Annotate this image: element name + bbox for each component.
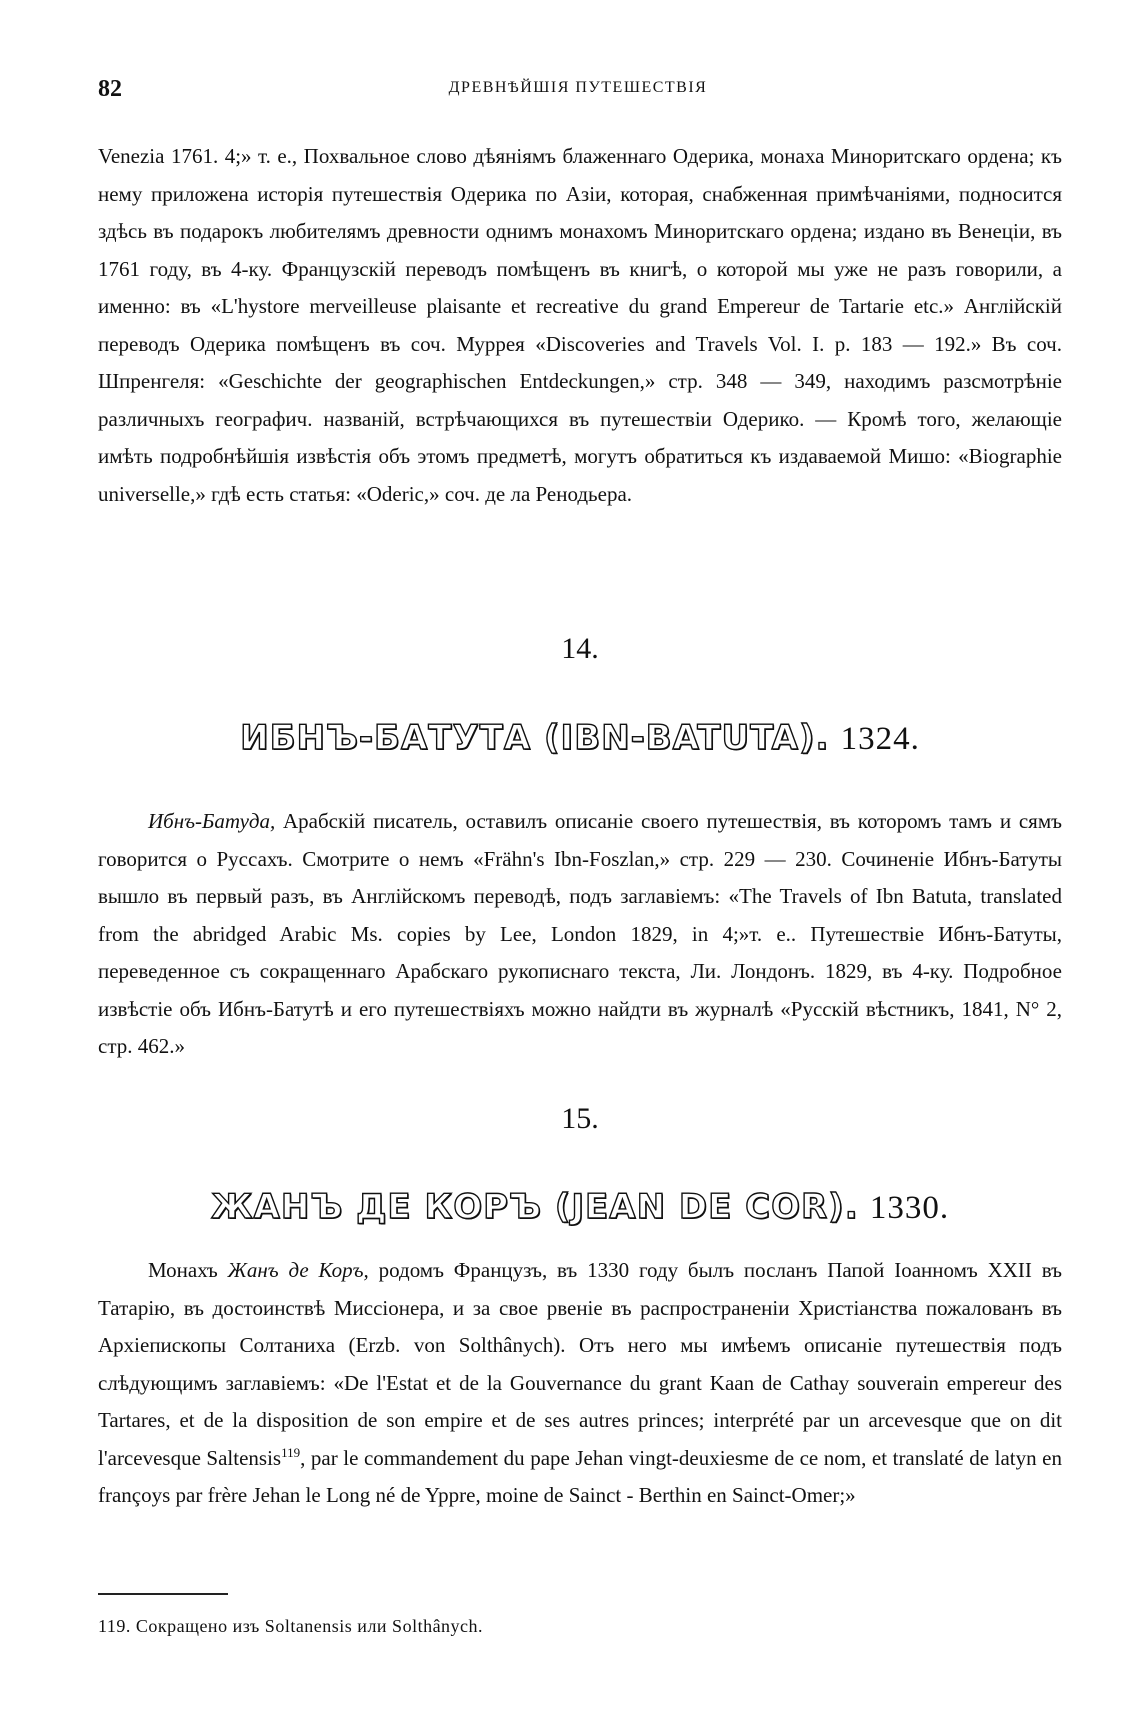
footnote-reference-119[interactable]: 119: [281, 1444, 301, 1460]
paragraph-ibn-batuta-body: Арабскій писатель, оставилъ описаніе своего путешествія, въ которомъ тамъ и сямъ говорится о Руссахъ. Смотрите о немъ «Frähn's Ibn-Foszlan,» стр. 229 — 230. Сочиненіе Ибнъ-Батуты вышло въ первый разъ, въ Англійскомъ переводѣ, подъ заглавіемъ: «The Travels of Ibn Batuta, translated from the abridged Arabic Ms. copies by Lee, London 1829, in 4;»т. е.. Путешествіе Ибнъ-Батуты, переведенное съ сокращеннаго Арабскаго рукописнаго текста, Ли. Лондонъ. 1829, въ 4-ку. Подробное извѣстіе объ Ибнъ-Батутѣ и его путешествіяхъ можно найдти въ журналѣ «Русскій вѣстникъ, 1841, N° 2, стр. 462.»: [98, 809, 1062, 1058]
page-number: 82: [98, 76, 122, 102]
section-heading-14: [98, 718, 1062, 758]
section-heading-15: [98, 1187, 1062, 1227]
lead-term-jean-de-cor: Жанъ де Коръ,: [227, 1258, 369, 1282]
paragraph-jean-de-cor-body-1: родомъ Французъ, въ 1330 году былъ посланъ Папой Іоанномъ XXII въ Татарію, въ достоинствѣ Миссіонера, и за свое рвеніе въ распространеніи Христіанства пожалованъ въ Архіепископы Солтаниха (Erzb. von Solthânych). Отъ него мы имѣемъ описаніе путешествія подъ слѣдующимъ заглавіемъ: «De l'Estat et de la Gouvernance du grant Kaan de Cathay souverain empereur des Tartares, et de la disposition de son empire et de ses autres princes; interprété par un arcevesque que on dit l'arcevesque Saltensis: [98, 1258, 1062, 1470]
section-heading-15-name: ЖАНЪ ДЕ КОРЪ (JEAN DE COR).: [210, 1187, 859, 1227]
running-head: [98, 76, 1058, 106]
section-heading-14-year: 1324.: [840, 721, 920, 757]
section-number-15: 15.: [561, 1102, 599, 1135]
footnote-119: [98, 1616, 1062, 1637]
section-number-14: 14.: [561, 632, 599, 665]
paragraph-odoric-continuation: Venezia 1761. 4;» т. е., Похвальное слово дѣяніямъ блаженнаго Одерика, монаха Миноритскаго ордена; къ нему приложена исторія путешествія Одерика по Азіи, которая, снабженная примѣчаніями, подносится здѣсь въ подарокъ любителямъ древности однимъ монахомъ Миноритскаго ордена; издано въ Венеціи, въ 1761 году, въ 4-ку. Французскій переводъ помѣщенъ въ книгѣ, о которой мы уже не разъ говорили, а именно: въ «L'hystore merveilleuse plaisante et recreative du grand Empereur de Tartarie etc.» Англійскій переводъ Одерика помѣщенъ въ соч. Муррея «Discoveries and Travels Vol. I. p. 183 — 192.» Въ соч. Шпренгеля: «Geschichte der geographischen Entdeckungen,» стр. 348 — 349, находимъ разсмотрѣніе различныхъ географич. названій, встрѣчающихся въ путешествіи Одерико. — Кромѣ того, желающіе имѣть подробнѣйшія извѣстія объ этомъ предметѣ, могутъ обратиться къ издаваемой Мишо: «Biographie universelle,» гдѣ есть статья: «Oderic,» соч. де ла Ренодьера.: [98, 144, 1062, 506]
footnote-divider: [98, 1593, 228, 1595]
footnote-number: 119.: [98, 1616, 131, 1636]
paragraph-jean-de-cor-body-2: , par le commandement du pape Jehan vingt-deuxiesme de ce nom, et translaté de latyn en françoys par frère Jehan le Long né de Yppre, moine de Sainct - Berthin en Sainct-Omer;»: [98, 1445, 1062, 1507]
running-title: ДРЕВНѢЙШІЯ ПУТЕШЕСТВІЯ: [448, 79, 708, 96]
section-heading-15-year: 1330.: [869, 1190, 950, 1226]
footnote-text: Сокращено изъ Soltanensis или Solthânych.: [130, 1616, 484, 1636]
section-heading-14-name: ИБНЪ-БАТУТА (IBN-BATUTA).: [240, 718, 830, 758]
paragraph-ibn-batuta: [98, 803, 1062, 1066]
lead-term-ibn-batuta: Ибнъ-Батуда,: [148, 809, 276, 833]
paragraph-jean-de-cor: [98, 1252, 1062, 1515]
paragraph-jean-de-cor-prefix: Монахъ: [148, 1258, 228, 1282]
